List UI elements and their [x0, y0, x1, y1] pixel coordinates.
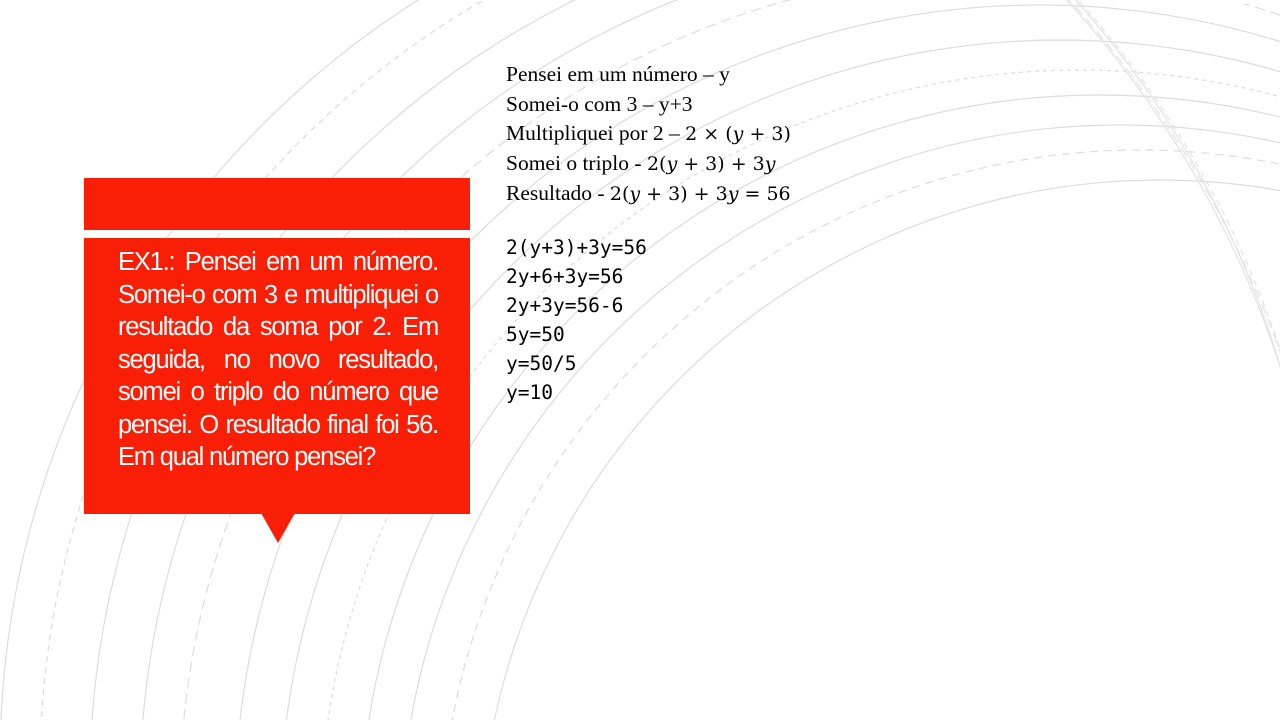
step-line — [506, 179, 791, 209]
step-label: Resultado - — [506, 180, 610, 205]
step-math: 2(𝑦 + 3) + 3𝑦 — [646, 153, 776, 176]
step-line — [506, 90, 791, 120]
step-line — [506, 60, 791, 90]
calculation-line: 2y+6+3y=56 — [506, 265, 624, 288]
step-line — [506, 119, 791, 149]
step-label: Multipliquei por 2 – — [506, 121, 686, 146]
exercise-text: EX1.: Pensei em um número. Somei-o com 3 e multipliquei o resultado da soma por 2. Em seguida, no novo resultado, somei o triplo do número que pensei. O resultado final foi 56. Em qual número pensei? — [118, 248, 438, 471]
header-bar — [84, 178, 470, 230]
step-list — [506, 60, 791, 209]
calculation-block — [506, 233, 647, 407]
callout-pointer — [261, 513, 295, 543]
exercise-callout — [84, 238, 470, 514]
step-line — [506, 149, 791, 179]
step-math: 2(𝑦 + 3) + 3𝑦 = 56 — [609, 182, 791, 205]
step-label: Pensei em um número – y — [506, 62, 730, 86]
calculation-line: 2(y+3)+3y=56 — [506, 236, 647, 259]
calculation-line: 5y=50 — [506, 323, 565, 346]
calculation-line: 2y+3y=56-6 — [506, 294, 624, 317]
step-label: Somei-o com 3 – y+3 — [506, 91, 693, 116]
step-label: Somei o triplo - — [506, 151, 647, 176]
step-math: 2 × (𝑦 + 3) — [685, 123, 791, 146]
calculation-line: y=10 — [506, 381, 553, 404]
calculation-line: y=50/5 — [506, 352, 577, 375]
